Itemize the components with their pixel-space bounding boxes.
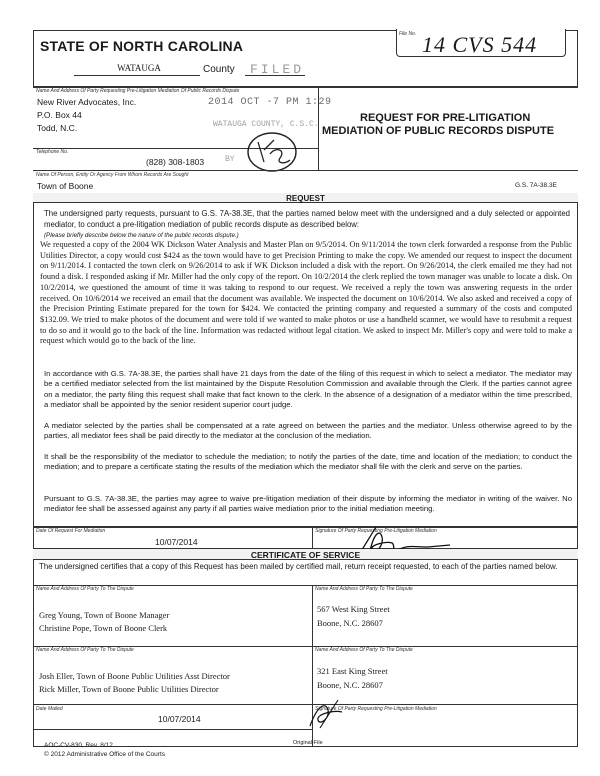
date-mailed: 10/07/2014 — [158, 714, 201, 724]
party1-name2: Christine Pope, Town of Boone Clerk — [39, 623, 168, 633]
party2-addr1: 321 East King Street — [317, 666, 388, 676]
para-mediator-selection: In accordance with G.S. 7A-38.3E, the parties shall have 21 days from the date of the filing of this request in which to select a mediator. The mediator may be a certified mediator selected from the list maintained by the Dispute Resolution Commission and available through the Clerk. If the parties cannot agree on a mediator, the party filing this request shall make that fact known to the clerk. In the absence of a designation of a mediator within the time prescribed, a mediator shall be appointed by the senior resident superior court judge. — [44, 369, 572, 410]
copyright: © 2012 Administrative Office of the Courts — [44, 751, 166, 758]
request-signature-label: Signature Of Party Requesting Pre-Litigation Mediation — [315, 528, 437, 534]
request-instruction: (Please briefly describe below the nature of the public records dispute.) — [44, 232, 239, 239]
filing-county-stamp: WATAUGA COUNTY, C.S.C. — [213, 120, 319, 129]
form-title-line2: MEDIATION OF PUBLIC RECORDS DISPUTE — [322, 125, 555, 137]
request-intro: The undersigned party requests, pursuant to G.S. 7A-38.3E, that the parties named below meet with the undersigned and a duly selected or appointed mediator, to conduct a pre-litigation mediation of public records dispute as described below: — [44, 209, 570, 229]
requester-line1: New River Advocates, Inc. — [37, 97, 137, 107]
form-number: AOC-CV-830, Rev. 8/12 — [44, 742, 113, 749]
request-date-label: Date Of Request For Mediation — [36, 528, 106, 534]
telephone-label: Telephone No. — [36, 149, 69, 155]
party1-label: Name And Address Of Party To The Dispute — [36, 586, 134, 592]
clerk-initials-mark — [242, 128, 302, 174]
filing-date-stamp: 2014 OCT -7 PM 1:29 — [208, 97, 332, 108]
party2-addr2: Boone, N.C. 28607 — [317, 680, 383, 690]
party2-label: Name And Address Of Party To The Dispute — [36, 647, 134, 653]
file-no-value: 14 CVS 544 — [422, 32, 538, 57]
requester-line2: P.O. Box 44 — [37, 110, 82, 120]
certificate-signature — [300, 698, 360, 732]
party2-name1: Josh Eller, Town of Boone Public Utilities Asst Director — [39, 671, 230, 681]
statute-ref: G.S. 7A-38.3E — [515, 182, 557, 189]
county-label: County — [203, 64, 235, 75]
agency-label: Name Of Person, Entity Or Agency From Whom Records Are Sought — [36, 172, 189, 178]
party1-name1: Greg Young, Town of Boone Manager — [39, 610, 170, 620]
party2-addr-label: Name And Address Of Party To The Dispute — [315, 647, 413, 653]
requester-label: Name And Address Of Party Requesting Pre-Litigation Mediation Of Public Records Dispute — [36, 88, 240, 94]
request-heading: REQUEST — [286, 194, 325, 203]
certificate-signature-label: Signature Of Party Requesting Pre-Litigation Mediation — [315, 706, 437, 712]
sig-row-1 — [33, 526, 578, 549]
original-file: Original-File — [293, 740, 323, 746]
date-mailed-label: Date Mailed — [36, 706, 63, 712]
requester-line3: Todd, N.C. — [37, 123, 78, 133]
state-title: STATE OF NORTH CAROLINA — [40, 38, 244, 54]
filed-stamp: FILED — [250, 62, 305, 77]
telephone-value: (828) 308-1803 — [146, 157, 205, 167]
county-name: WATAUGA — [117, 63, 161, 73]
file-no-label: File No. — [399, 31, 417, 37]
dispute-description: We requested a copy of the 2004 WK Dickson Water Analysis and Master Plan on 9/5/2014. On 9/11/2014 the town clerk forwarded a response from the Public Utilities Director, a copy would cost $424 as the town would have to get Precision Printing to make the copy. We amended our request to inspect the document on 9/11/2014. I contacted the town clerk on 9/26/2014 to ask if WK Dickson included a disk with the report. On 9/26/2014, the clerk emailed me they had not found a disk. I responded asking if Mr. Miller had the only copy of the report. On 10/2/2014 the clerk replied the town manager was unable to locate a disk. On 10/2/2014, we questioned the amount of time it was taking to respond to our request. We received a reply the town was answering requests in the order received. On 10/6/2014 we received an email that the document was available. We inspected the document on 10/6/2014. We also asked and received a copy of the Precision Printing Estimate prepared for the town for $424. We contacted the printing company and requested a summary of the costs and computed $132.09. We tried to make photos of the document and were told if we wanted to make photos or use a handheld scanner, we would have to resubmit a request to do so and it would go to the back of the line. Information was redacted without legal citation. We asked to inspect Mr. Miller's copy and were told to make a request which would go to the back of the line. — [40, 240, 572, 346]
by-stamp: BY — [225, 155, 235, 164]
party1-addr1: 567 West King Street — [317, 604, 390, 614]
party2-name2: Rick Miller, Town of Boone Public Utilities Director — [39, 684, 219, 694]
certificate-text: The undersigned certifies that a copy of this Request has been mailed by certified mail, return receipt requested, to each of the parties named below. — [39, 562, 558, 571]
request-date: 10/07/2014 — [155, 537, 198, 547]
para-mediator-fees: A mediator selected by the parties shall be compensated at a rate agreed on between the parties and the mediator. Unless otherwise agreed to by the parties, all mediator fees shall be paid directly to the mediator at the conclusion of the mediation. — [44, 421, 572, 441]
agency-name: Town of Boone — [37, 181, 94, 191]
para-mediator-responsibility: It shall be the responsibility of the mediator to schedule the mediation; to notify the parties of the date, time and location of the mediation; to conduct the mediation; and to prepare a certificate stating the results of the mediation which the mediator shall file with the clerk and serve on the parties. — [44, 452, 572, 472]
certificate-heading: CERTIFICATE OF SERVICE — [250, 550, 361, 560]
party1-addr2: Boone, N.C. 28607 — [317, 618, 383, 628]
para-waiver: Pursuant to G.S. 7A-38.3E, the parties may agree to waive pre-litigation mediation of their dispute by informing the mediator in writing of the waiver. No mediator fee shall be assessed against any party if all parties waive mediation prior to the initial mediation meeting. — [44, 494, 572, 514]
form-title-line1: REQUEST FOR PRE-LITIGATION — [360, 112, 531, 124]
party1-addr-label: Name And Address Of Party To The Dispute — [315, 586, 413, 592]
